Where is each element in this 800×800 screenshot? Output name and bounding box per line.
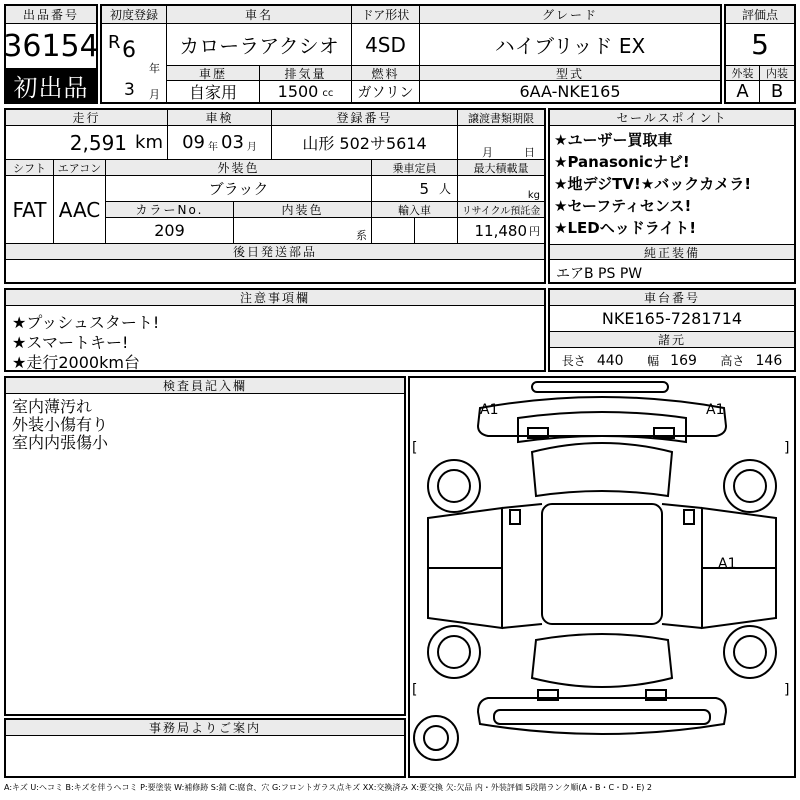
dimensions-row (550, 348, 794, 370)
note-3: ★走行2000km台 (12, 353, 140, 372)
office-box (4, 718, 406, 778)
length: 440 (596, 352, 624, 369)
color-no: 209 (106, 218, 234, 244)
inspector-label: 検査員記入欄 (6, 378, 404, 394)
first-listing-badge: 初出品 (6, 68, 96, 102)
chassis-box (548, 288, 796, 372)
recycle-unit: 円 (529, 224, 540, 238)
int-color-label: 内装色 (234, 202, 372, 218)
transfer-day-unit: 日 (524, 146, 535, 159)
width-label: 幅 (647, 353, 660, 368)
specs-label: 諸元 (550, 332, 794, 348)
height-label: 高さ (720, 353, 745, 368)
mileage-cell (6, 126, 168, 160)
sales-point-1: ★ユーザー買取車 (554, 131, 673, 149)
details-box (4, 108, 546, 284)
chassis-number: NKE165-7281714 (550, 306, 794, 332)
model-label: 型式 (420, 66, 720, 81)
displacement-label: 排気量 (260, 66, 352, 81)
inspection-month-unit: 月 (246, 142, 257, 153)
grade-label: グレード (420, 6, 720, 24)
lot-number-box (4, 4, 98, 104)
reg-year: 6 (122, 38, 136, 63)
ext-color: ブラック (106, 176, 372, 202)
mileage-label: 走行 (6, 110, 168, 126)
shift-label: シフト (6, 160, 54, 176)
plate: 山形 502サ5614 (272, 126, 458, 160)
fuel-label: 燃料 (352, 66, 420, 81)
sales-point-4: ★セーフティセンス! (554, 197, 692, 215)
inspection-label: 車検 (168, 110, 272, 126)
mileage: 2,591 (69, 130, 128, 155)
aircon: AAC (54, 176, 106, 244)
import-right (415, 218, 458, 244)
mileage-unit: km (135, 132, 163, 153)
capacity-unit: 人 (438, 182, 451, 196)
later-parts-label: 後日発送部品 (6, 244, 544, 260)
damage-mark-front-right: A1 (706, 402, 725, 418)
interior-grade: B (770, 81, 784, 102)
inspection-year: 09 (182, 132, 205, 153)
first-reg-label: 初度登録 (102, 6, 167, 24)
sales-point-5: ★LEDヘッドライト! (554, 219, 697, 237)
width: 169 (670, 352, 697, 369)
capacity-cell (372, 176, 458, 202)
inspection-year-unit: 年 (208, 142, 218, 153)
inspector-note-2: 外装小傷有り (12, 415, 109, 434)
bracket-left-1: [ (412, 440, 418, 456)
sales-points-box (548, 108, 796, 284)
door-label: ドア形状 (352, 6, 420, 24)
length-label: 長さ (561, 353, 586, 368)
legend: A:キズ U:ヘコミ B:キズを伴うヘコミ P:要塗装 W:補修跡 S:錆 C:腐食、穴 G:フロントガラス点キズ XX:交換済み X:要交換 欠:欠品 内・外装評価 5段階ランク順(A・B・C・D・E) 2 (4, 783, 653, 792)
reg-month-unit: 月 (149, 88, 160, 101)
capacity: 5 (419, 179, 429, 198)
damage-mark-right-door: A1 (718, 556, 737, 572)
notes-box (4, 288, 546, 372)
inspector-note-3: 室内内張傷小 (12, 433, 109, 452)
transfer-cell (458, 126, 544, 160)
bracket-right-2: ] (784, 682, 790, 698)
note-1: ★プッシュスタート! (12, 313, 160, 332)
load-label: 最大積載量 (458, 160, 544, 176)
era: R (108, 32, 121, 53)
recycle: 11,480 (474, 221, 527, 240)
reg-month: 3 (124, 80, 135, 100)
vehicle-header (100, 4, 722, 104)
capacity-label: 乗車定員 (372, 160, 458, 176)
car-diagram-box (408, 376, 796, 778)
lot-number: 36154 (3, 28, 99, 64)
import-label: 輸入車 (372, 202, 458, 218)
inspection-month: 03 (221, 132, 244, 153)
grade: ハイブリッド EX (420, 24, 720, 66)
note-2: ★スマートキー! (12, 333, 129, 352)
later-parts-value (6, 260, 544, 282)
sales-points-label: セールスポイント (550, 110, 794, 126)
transfer-label: 譲渡書類期限 (458, 110, 544, 126)
score-box (724, 4, 796, 104)
displacement: 1500 (277, 82, 319, 101)
ext-color-label: 外装色 (106, 160, 372, 176)
door-type: 4SD (352, 24, 420, 66)
fuel: ガソリン (352, 81, 420, 102)
bracket-right-1: ] (784, 440, 790, 456)
aircon-label: エアコン (54, 160, 106, 176)
month-cell (102, 66, 167, 102)
interior-label: 内装 (760, 66, 794, 81)
car-diagram (410, 378, 794, 776)
recycle-cell (458, 218, 544, 244)
history: 自家用 (167, 81, 260, 102)
displacement-cell (260, 81, 352, 102)
plate-label: 登録番号 (272, 110, 458, 126)
model: 6AA-NKE165 (519, 82, 621, 101)
inspector-note-1: 室内薄汚れ (12, 397, 93, 416)
load-cell (458, 176, 544, 202)
equipment-label: 純正装備 (550, 244, 794, 260)
notes-label: 注意事項欄 (6, 290, 544, 306)
int-color-unit: 系 (356, 229, 367, 242)
office-label: 事務局よりご案内 (6, 720, 404, 736)
first-reg-value (102, 24, 167, 75)
int-color-cell (234, 218, 372, 244)
inspector-box (4, 376, 406, 716)
damage-mark-front-left: A1 (480, 402, 499, 418)
height: 146 (755, 352, 783, 369)
reg-year-unit: 年 (149, 62, 160, 75)
chassis-label: 車台番号 (550, 290, 794, 306)
car-name-label: 車名 (167, 6, 352, 24)
history-label: 車歴 (167, 66, 260, 81)
sales-point-2: ★Panasonicナビ! (554, 153, 690, 171)
bracket-left-2: [ (412, 682, 418, 698)
sales-point-3: ★地デジTV!★バックカメラ! (554, 175, 752, 193)
lot-number-label: 出品番号 (6, 6, 96, 24)
load-unit: kg (527, 190, 540, 201)
exterior-grade: A (726, 81, 760, 102)
transfer-month-unit: 月 (482, 146, 493, 159)
color-no-label: カラーNo. (106, 202, 234, 218)
import-left (372, 218, 415, 244)
displacement-unit: cc (322, 88, 334, 99)
shift: FAT (6, 176, 54, 244)
car-name: カローラアクシオ (167, 24, 352, 66)
exterior-label: 外装 (726, 66, 760, 81)
score-label: 評価点 (726, 6, 794, 24)
recycle-label: リサイクル預託金 (458, 202, 544, 218)
equipment-value: エアB PS PW (556, 266, 643, 282)
score: 5 (726, 24, 794, 66)
inspection-cell (168, 126, 272, 160)
